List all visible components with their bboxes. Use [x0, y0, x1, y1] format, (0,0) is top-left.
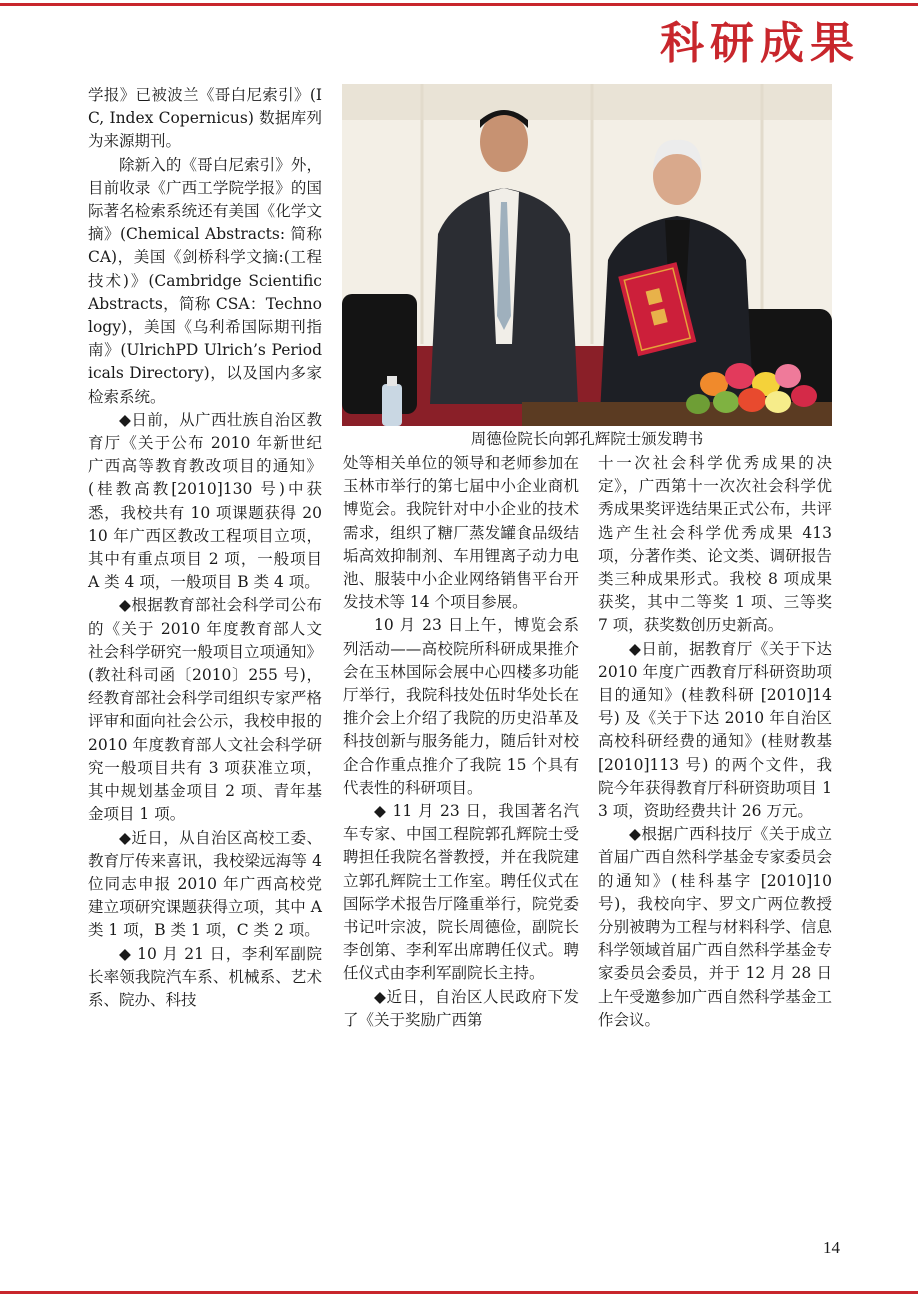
photo-caption: 周德俭院长向郭孔辉院士颁发聘书 [470, 430, 704, 448]
paragraph: 学报》已被波兰《哥白尼索引》(IC, Index Copernicus) 数据库列为来源期刊。 [88, 86, 322, 151]
article-column-1 [88, 84, 322, 1012]
bottom-rule [0, 1291, 918, 1294]
paragraph: ◆日前，据教育厅《关于下达 2010 年度广西教育厅科研资助项目的通知》(桂教科研 [2010]14 号) 及《关于下达 2010 年自治区高校科研经费的通知》(桂财教基[2010]113 号) 的两个文件，我院今年获得教育厅科研资助项目 13 项，资助经费共计 26 万元。 [598, 639, 832, 821]
paragraph: ◆日前，从广西壮族自治区教育厅《关于公布 2010 年新世纪广西高等教育教改项目的通知》(桂教高教[2010]130 号)中获悉，我校共有 10 项课题获得 2010 年广西区教改工程项目立项，其中有重点项目 2 项，一般项目 A 类 4 项，一般项目 B 类 4 项。 [88, 410, 322, 592]
paragraph: 十一次社会科学优秀成果的决定》，广西第十一次次社会科学优秀成果奖评选结果正式公布，共评选产生社会科学优秀成果 413 项，分著作类、论文类、调研报告类三种成果形式。我校 8 项成果获奖，其中二等奖 1 项、三等奖 7 项，获奖数创历史新高。 [598, 454, 832, 635]
ceremony-photo-illustration [342, 84, 832, 426]
paragraph: ◆根据广西科技厅《关于成立首届广西自然科学基金专家委员会的通知》(桂科基字 [2010]10 号)，我校向宇、罗文广两位教授分别被聘为工程与材料科学、信息科学领域首届广西自然科学基金专家委员会委员，并于 12 月 28 日上午受邀参加广西自然科学基金工作会议。 [598, 825, 832, 1029]
top-rule [0, 3, 918, 6]
section-title: 科研成果 [660, 18, 860, 69]
paragraph: ◆近日，从自治区高校工委、教育厅传来喜讯，我校梁远海等 4 位同志申报 2010 年广西高校党建立项研究课题获得立项，其中 A 类 1 项，B 类 1 项，C 类 2 项。 [88, 828, 322, 940]
paragraph: ◆根据教育部社会科学司公布的《关于 2010 年度教育部人文社会科学研究一般项目立项通知》(教社科司函〔2010〕255 号)，经教育部社会科学司组织专家严格评审和面向社会公示，我校申报的 2010 年度教育部人文社会科学研究一般项目共有 3 项获准立项，其中规划基金项目 2 项、青年基金项目 1 项。 [88, 596, 322, 824]
ceremony-photo [342, 84, 832, 426]
paragraph: ◆ 11 月 23 日，我国著名汽车专家、中国工程院郭孔辉院士受聘担任我院名誉教授，并在我院建立郭孔辉院士工作室。聘任仪式在国际学术报告厅隆重举行，院党委书记叶宗波，院长周德俭，副院长李创第、李利军出席聘任仪式。聘任仪式由李利军副院长主持。 [343, 802, 579, 983]
page-number: 14 [823, 1238, 840, 1257]
paragraph: ◆ 10 月 21 日，李利军副院长率领我院汽车系、机械系、艺术系、院办、科技 [88, 944, 322, 1009]
paragraph: 除新入的《哥白尼索引》外，目前收录《广西工学院学报》的国际著名检索系统还有美国《化学文摘》(Chemical Abstracts: 简称CA)，美国《剑桥科学文摘:(工程技术)》(Cambridge Scientific Abstracts，简称 CSA：Technology)，美国《乌利希国际期刊指南》(UlrichPD Ulrich’s Periodicals Directory)，以及国内多家检索系统。 [88, 155, 322, 406]
article-column-2 [343, 452, 579, 1032]
paragraph: ◆近日，自治区人民政府下发了《关于奖励广西第 [343, 987, 579, 1029]
paragraph: 处等相关单位的领导和老师参加在玉林市举行的第七届中小企业商机博览会。我院针对中小企业的技术需求，组织了糖厂蒸发罐食品级结垢高效抑制剂、车用锂离子动力电池、服装中小企业网络销售平台开发技术等 14 个项目参展。 [343, 454, 579, 612]
article-column-3 [598, 452, 832, 1032]
paragraph: 10 月 23 日上午，博览会系列活动——高校院所科研成果推介会在玉林国际会展中心四楼多功能厅举行，我院科技处伍时华处长在推介会上介绍了我院的历史沿革及科技创新与服务能力，随后针对校企合作重点推介了我院 15 个具有代表性的科研项目。 [343, 616, 579, 797]
